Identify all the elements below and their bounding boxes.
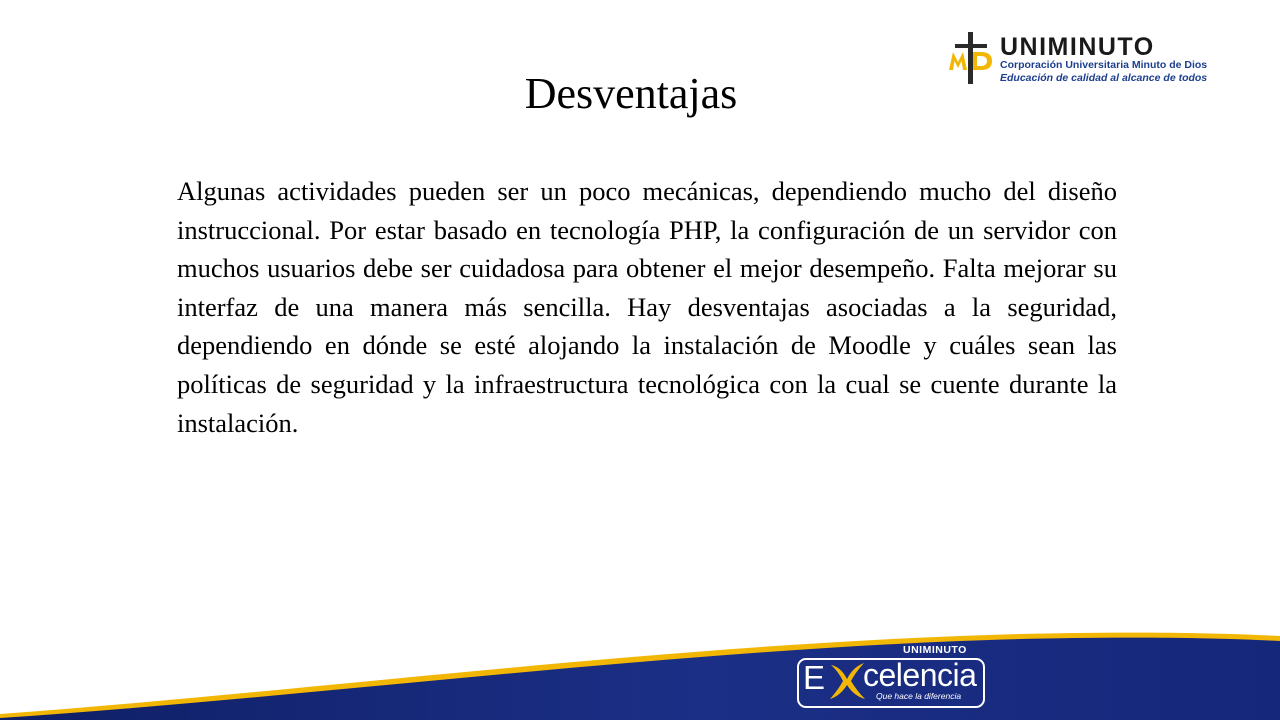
footer-wave (0, 610, 1280, 720)
body-paragraph: Algunas actividades pueden ser un poco mecánicas, dependiendo mucho del diseño instruccional. Por estar basado en tecnología PHP, la configuración de un servidor con muchos usuarios debe ser cuidadosa para obtener el mejor desempeño. Falta mejorar su interfaz de una manera más sencilla. Hay desventajas asociadas a la seguridad, dependiendo en dónde se esté alojando la instalación de Moodle y cuáles sean las políticas de seguridad y la infraestructura tecnológica con la cual se cuente durante la instalación. (177, 176, 1117, 438)
logo-tagline: Educación de calidad al alcance de todos (1000, 72, 1208, 84)
logo-subtitle: Corporación Universitaria Minuto de Dios (1000, 59, 1208, 71)
slide-title: Desventajas (524, 69, 738, 118)
excelencia-x-icon (827, 659, 867, 703)
badge-letter: E (803, 659, 826, 696)
badge-brand: UNIMINUTO (903, 644, 967, 656)
badge-word: celencia (863, 657, 977, 693)
logo-brand-name: UNIMINUTO (1000, 33, 1155, 61)
badge-tagline: Que hace la diferencia (876, 691, 962, 701)
excelencia-badge (793, 644, 993, 709)
